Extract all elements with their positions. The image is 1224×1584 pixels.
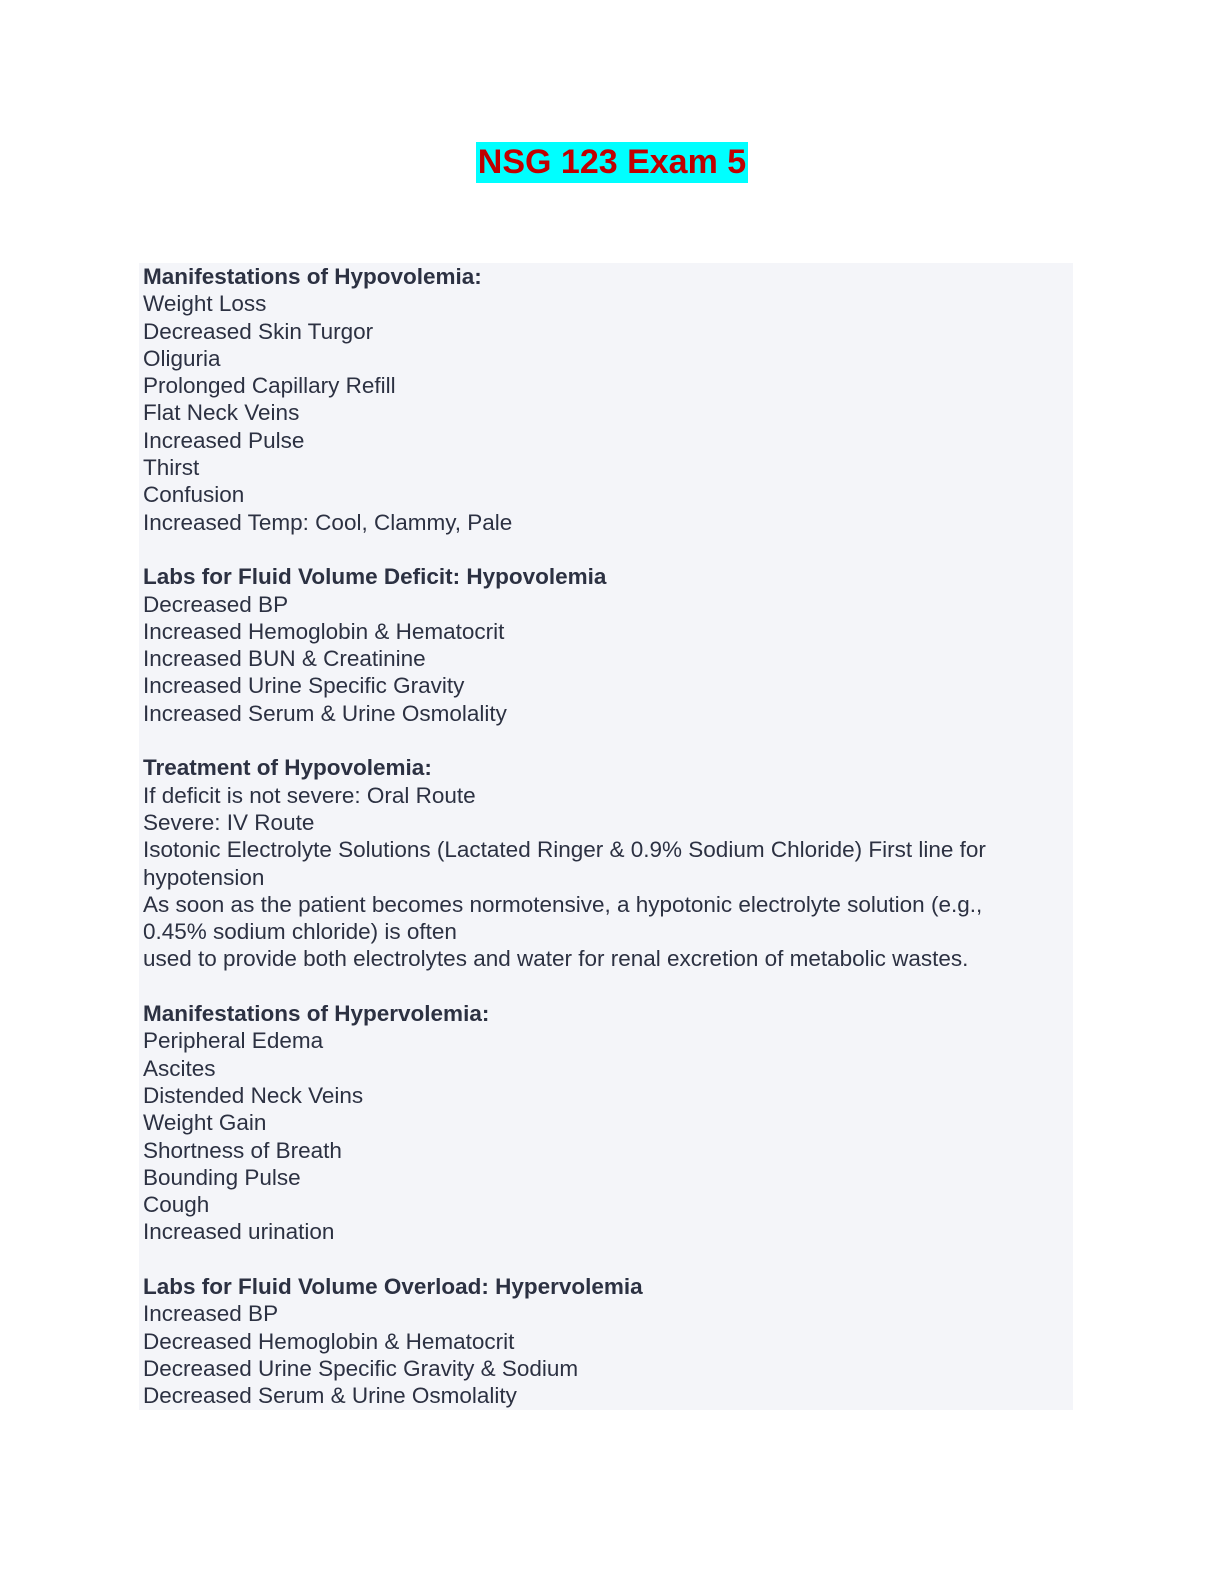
title-container	[0, 142, 1224, 183]
document-body	[139, 263, 1073, 1410]
section-hypovolemia-manifestations	[143, 263, 1069, 536]
list-item: Decreased Skin Turgor	[143, 318, 374, 344]
list-item: 0.45% sodium chloride) is often	[143, 919, 457, 945]
list-item: Decreased BP	[143, 591, 289, 617]
list-item: Peripheral Edema	[143, 1028, 324, 1054]
list-item: Severe: IV Route	[143, 809, 315, 835]
list-item: Flat Neck Veins	[143, 400, 300, 426]
section-hypovolemia-labs	[143, 563, 1069, 727]
list-item: Prolonged Capillary Refill	[143, 373, 396, 399]
list-item: Cough	[143, 1192, 210, 1218]
list-item: hypotension	[143, 864, 265, 890]
list-item: Ascites	[143, 1055, 216, 1081]
list-item: If deficit is not severe: Oral Route	[143, 782, 476, 808]
list-item: used to provide both electrolytes and water for renal excretion of metabolic wastes.	[143, 946, 969, 972]
list-item: Oliguria	[143, 345, 221, 371]
section-hypervolemia-manifestations	[143, 1000, 1069, 1246]
list-item: Shortness of Breath	[143, 1137, 342, 1163]
list-item: Decreased Serum & Urine Osmolality	[143, 1383, 517, 1409]
section-heading: Treatment of Hypovolemia:	[143, 755, 432, 781]
list-item: Increased Serum & Urine Osmolality	[143, 700, 507, 726]
list-item: As soon as the patient becomes normotensive, a hypotonic electrolyte solution (e.g.,	[143, 891, 983, 917]
list-item: Weight Gain	[143, 1110, 267, 1136]
list-item: Increased Hemoglobin & Hematocrit	[143, 618, 505, 644]
list-item: Increased Temp: Cool, Clammy, Pale	[143, 509, 513, 535]
list-item: Increased BP	[143, 1301, 279, 1327]
section-hypervolemia-labs	[143, 1273, 1069, 1409]
list-item: Increased Pulse	[143, 427, 305, 453]
section-heading: Manifestations of Hypervolemia:	[143, 1001, 490, 1027]
section-hypovolemia-treatment	[143, 754, 1069, 972]
section-heading: Labs for Fluid Volume Deficit: Hypovolemia	[143, 564, 607, 590]
list-item: Increased Urine Specific Gravity	[143, 673, 465, 699]
section-heading: Manifestations of Hypovolemia:	[143, 264, 482, 289]
list-item: Decreased Hemoglobin & Hematocrit	[143, 1328, 515, 1354]
list-item: Decreased Urine Specific Gravity & Sodium	[143, 1355, 579, 1381]
list-item: Bounding Pulse	[143, 1164, 301, 1190]
list-item: Confusion	[143, 482, 245, 508]
section-heading: Labs for Fluid Volume Overload: Hypervolemia	[143, 1273, 643, 1299]
list-item: Thirst	[143, 455, 200, 481]
page-title: NSG 123 Exam 5	[477, 143, 747, 181]
list-item: Increased BUN & Creatinine	[143, 646, 426, 672]
list-item: Distended Neck Veins	[143, 1082, 364, 1108]
list-item: Increased urination	[143, 1219, 335, 1245]
list-item: Isotonic Electrolyte Solutions (Lactated Ringer & 0.9% Sodium Chloride) First line for	[143, 837, 986, 863]
list-item: Weight Loss	[143, 291, 267, 317]
